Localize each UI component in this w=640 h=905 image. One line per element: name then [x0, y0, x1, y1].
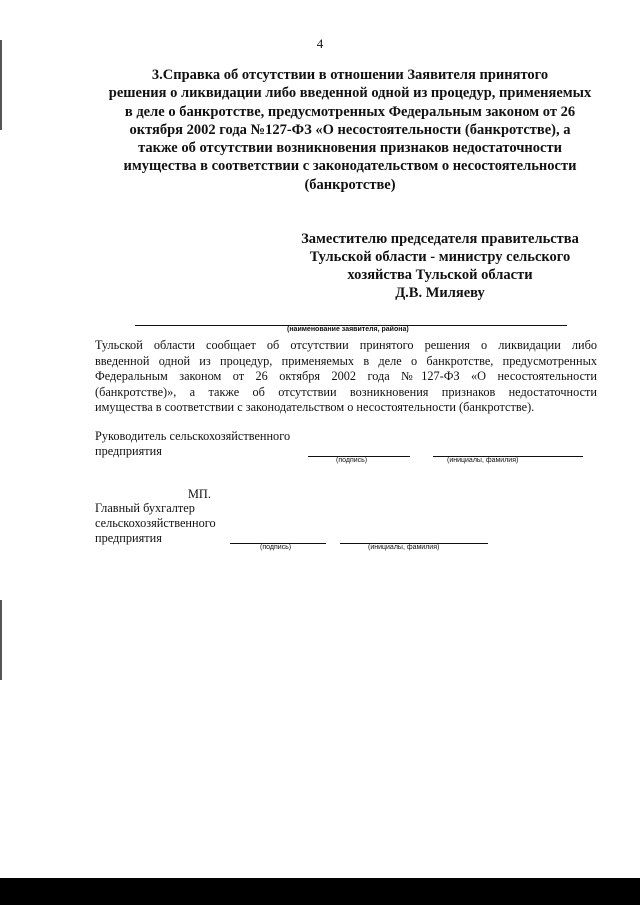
- page-number: 4: [316, 36, 324, 51]
- accountant-name-caption: (инициалы, фамилия): [368, 544, 440, 551]
- statement-line: введенной одной из процедур, применяемых в деле о банкротстве, предусмотренных: [95, 353, 597, 368]
- addressee-line: хозяйства Тульской области: [347, 267, 533, 283]
- accountant-role-line1: Главный бухгалтер: [95, 501, 195, 515]
- statement-line: имущества в соответствии с законодательством о несостоятельности (банкротстве).: [95, 400, 535, 414]
- accountant-role-line3: предприятия: [95, 531, 162, 545]
- stamp-label: МП.: [188, 487, 211, 501]
- head-name-caption: (инициалы, фамилия): [447, 457, 519, 464]
- statement-line: (банкротстве)», а также об отсутствии возникновения признаков недостаточности: [95, 384, 597, 399]
- title-line: в деле о банкротстве, предусмотренных Федеральным законом от 26: [124, 103, 576, 120]
- title-line: (банкротстве): [304, 176, 396, 193]
- head-role-line1: Руководитель сельскохозяйственного: [95, 429, 291, 443]
- scan-edge: [0, 600, 2, 680]
- scan-bottom-edge: [0, 878, 640, 905]
- accountant-signature-caption: (подпись): [260, 544, 292, 551]
- title-line: октября 2002 года №127-ФЗ «О несостоятельности (банкротстве), а: [129, 121, 571, 138]
- addressee-line: Д.В. Миляеву: [395, 285, 485, 301]
- scan-edge: [0, 40, 2, 130]
- title-line: также об отсутствии возникновения признаков недостаточности: [138, 140, 562, 157]
- head-signature-caption: (подпись): [336, 457, 368, 464]
- document-title: [90, 66, 610, 194]
- head-role-line2: предприятия: [95, 444, 162, 458]
- title-line: имущества в соответствии с законодательством о несостоятельности: [123, 158, 577, 175]
- addressee-block: [280, 230, 600, 302]
- statement-line: Тульской области сообщает об отсутствии принятого решения о ликвидации либо: [95, 338, 597, 352]
- statement-paragraph: [95, 338, 597, 416]
- title-line: решения о ликвидации либо введенной одной из процедур, применяемых: [108, 85, 592, 102]
- statement-line: Федеральным законом от 26 октября 2002 года №127-ФЗ «О несостоятельности: [95, 369, 597, 383]
- addressee-line: Тульской области - министру сельского: [309, 249, 571, 265]
- addressee-line: Заместителю председателя правительства: [301, 231, 579, 247]
- accountant-role-line2: сельскохозяйственного: [95, 516, 216, 530]
- applicant-caption: (наименование заявителя, района): [287, 326, 409, 333]
- title-line: 3.Справка об отсутствии в отношении Заявителя принятого: [151, 67, 549, 83]
